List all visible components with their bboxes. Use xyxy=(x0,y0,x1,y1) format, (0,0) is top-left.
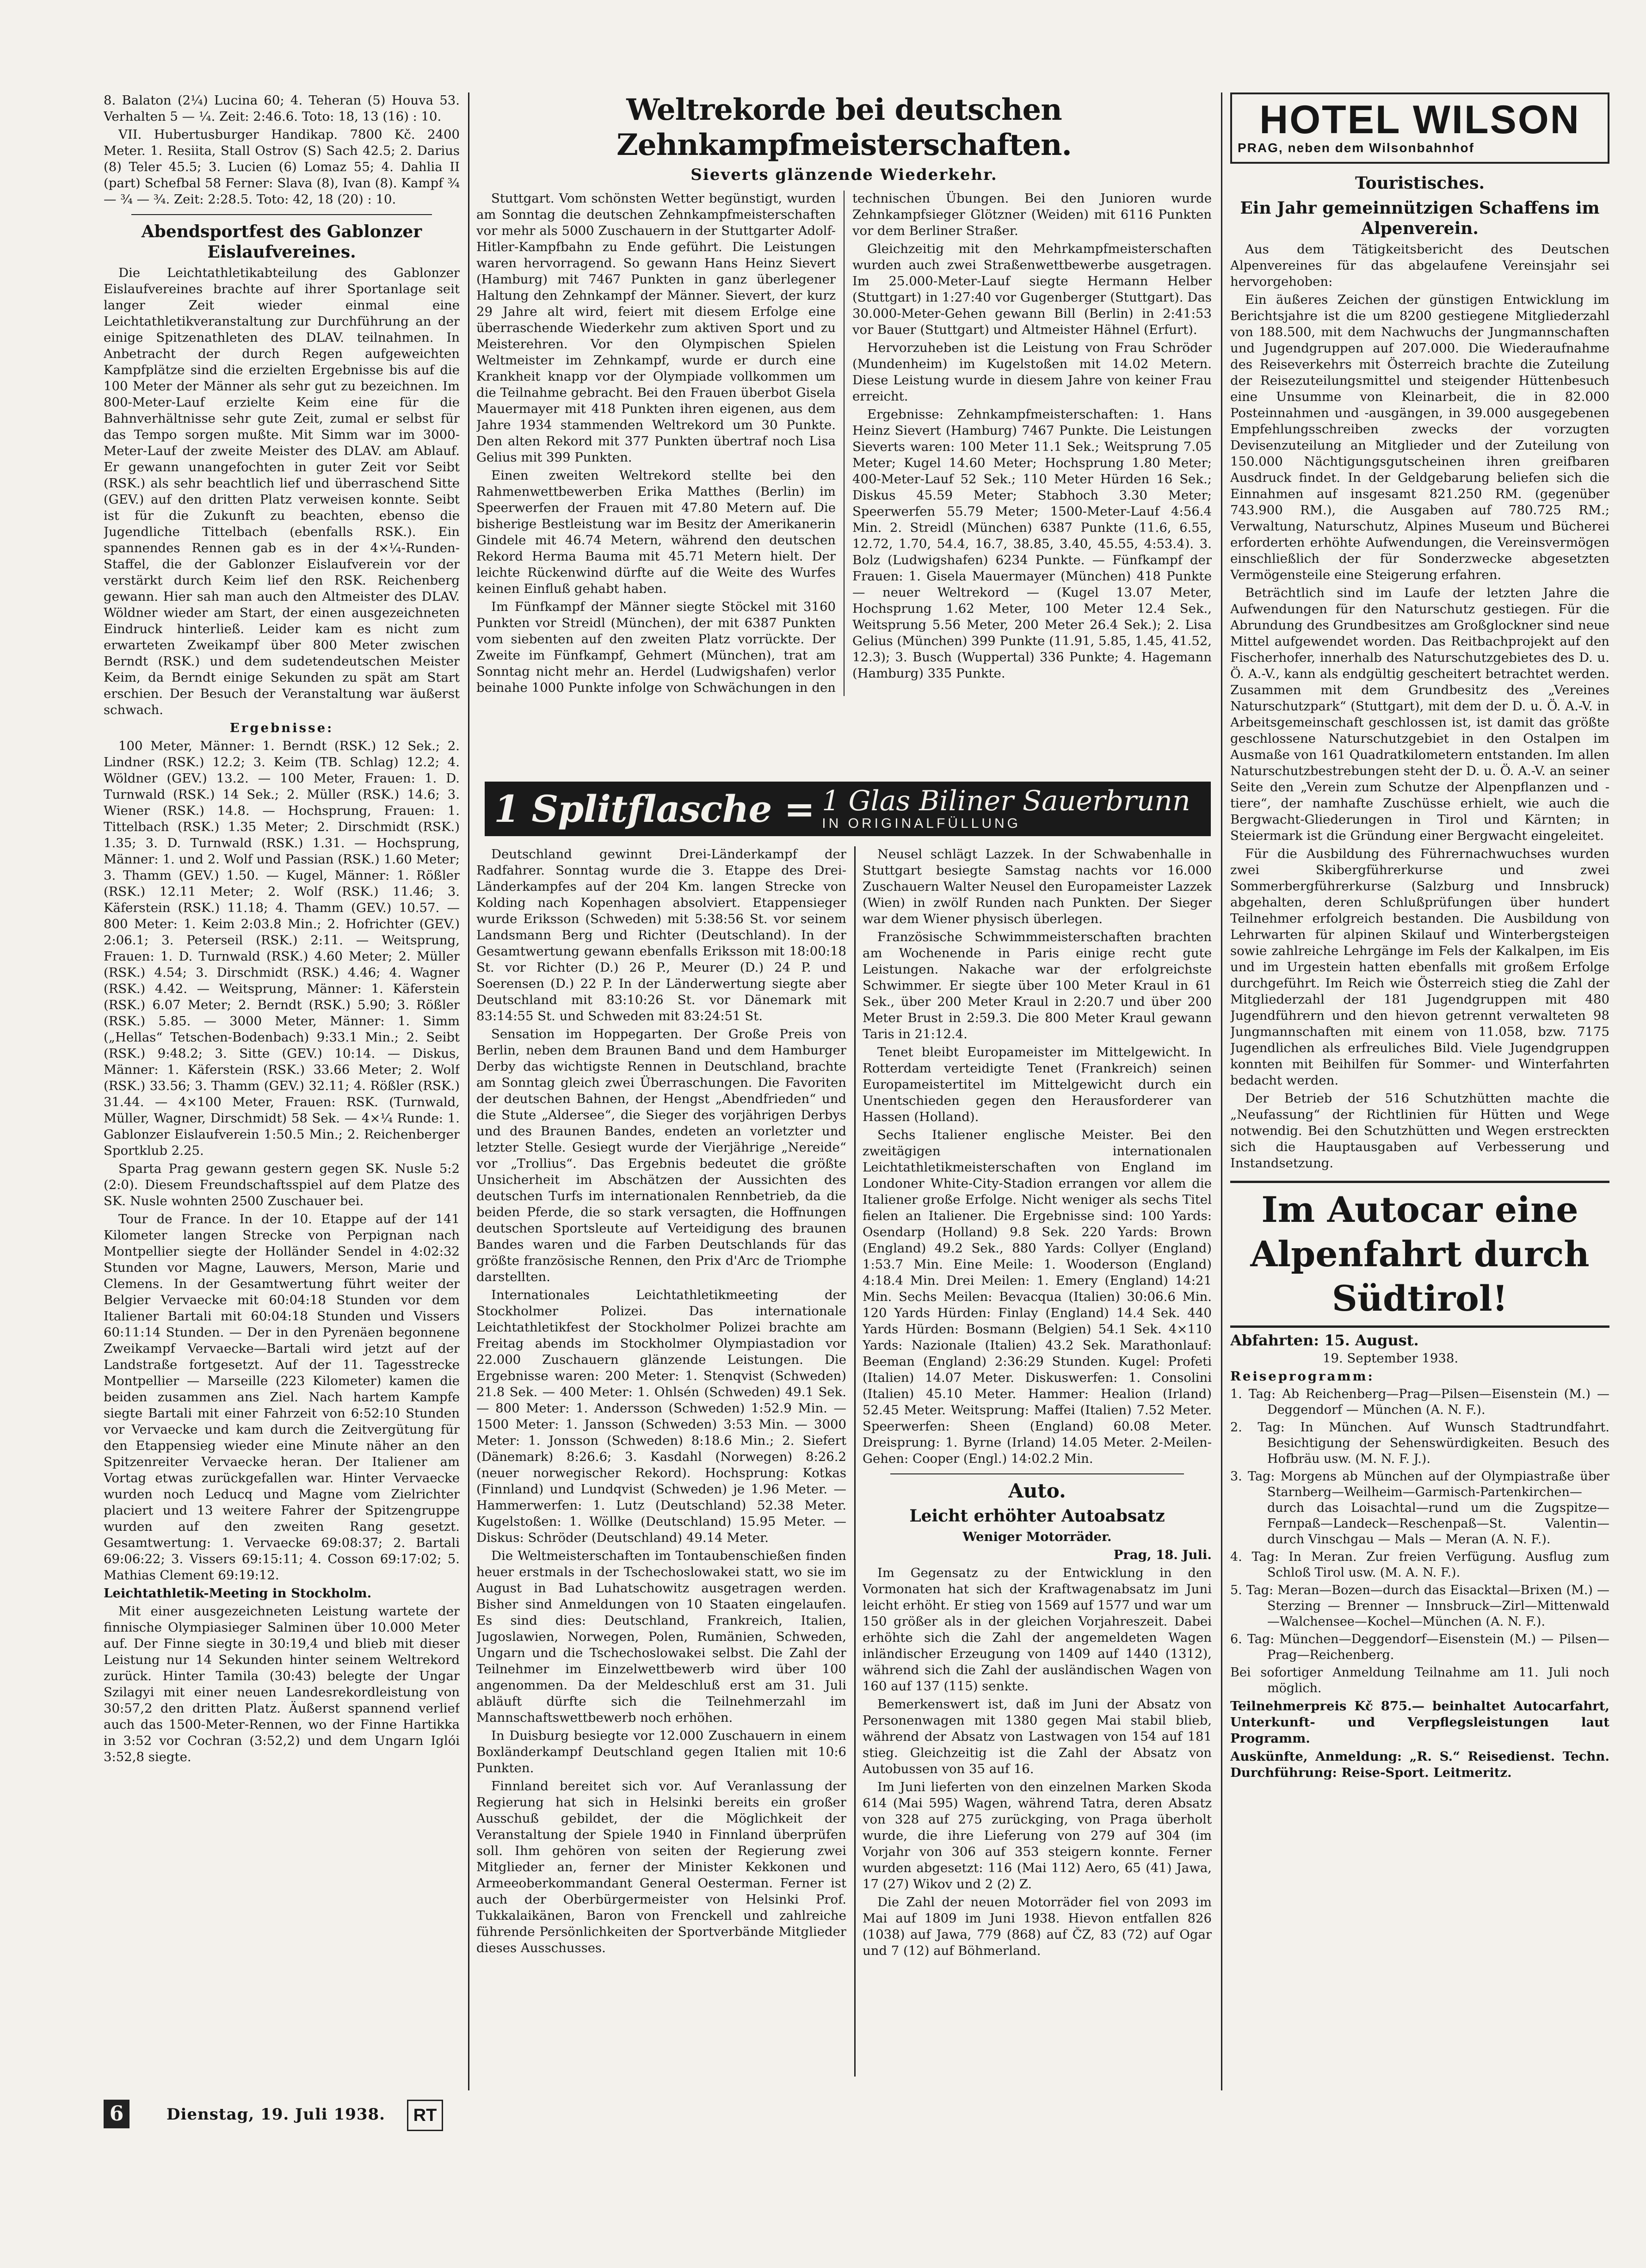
abfahrten-date-2: 19. September 1938. xyxy=(1323,1351,1459,1366)
sportfest-text: Die Leichtathletikabteilung des Gablonzer Eislaufvereines brachte auf ihrer Sportanlage seit langer Zeit wieder einmal eine Leichtathletikveranstaltung zur Durchführung an der einige Spitzenathleten des DLAV. teilnahmen. In Anbetracht der durch Regen aufgeweichten Kampfplätze sind die erzielten Ergebnisse bis auf die 100 Meter der Männer als sehr gut zu bezeichnen. Im 800-Meter-Lauf erzielte Keim eine für die Bahnverhältnisse sehr gute Zeit, zumal er selbst für das Tempo sorgen mußte. Mit Simm war im 3000-Meter-Lauf der zweite Meister des DLAV. am Ablauf. Er gewann unangefochten in guter Zeit vor Seibt (RSK.) als sehr beachtlich lief und überraschend Sitte (GEV.) auf den dritten Platz verweisen konnte. Seibt ist für die Zukunft zu beachten, ebenso die Jugendliche Tittelbach (ebenfalls RSK.). Ein spannendes Rennen gab es in der 4×¼-Runden-Staffel, die der Gablonzer Eislaufverein vor der verstärkt durch Keim lief den RSK. Reichenberg gewann. Hier sah man auch den Altmeister des DLAV. Wöldner wieder am Start, der einen ausgezeichneten Eindruck hinterließ. Leider kam es nicht zum erwarteten Zweikampf über 800 Meter zwischen Berndt (RSK.) und dem sudetendeutschen Meister Keim, da Berndt einige Sekunden zu spät am Start erschien. Der Besuch der Veranstaltung war äußerst schwach. xyxy=(104,265,460,717)
hotel-wilson-ad xyxy=(1230,92,1609,164)
story-paragraph: Einen zweiten Weltrekord stellte bei den Rahmenwettbewerben Erika Matthes (Berlin) im Speerwerfen der Frauen mit 47.80 Metern auf. Die bisherige Bestleistung war im Besitz der Amerikanerin Gindele mit 46.74 Metern, während den deutschen Rekord Herma Bauma mit 45.71 Metern hielt. Der leichte Rückenwind dürfte auf die Weite des Wurfes keinen Einfluß gehabt haben. xyxy=(476,468,836,596)
program-day: 6. Tag: München—Deggendorf—Eisenstein (M.) — Pilsen—Prag—Reichenberg. xyxy=(1230,1632,1609,1662)
abfahrten: Abfahrten: 15. August. xyxy=(1230,1331,1419,1349)
alpenverein-paragraph: Für die Ausbildung des Führernachwuchses wurden zwei Skibergführerkurse und zwei Sommerbergführerkurse (Salzburg und Innsbruck) abgehalten, deren Schlußprüfungen über hundert Teilnehmer erfolgreich bestanden. Die Ausbildung von Lehrwarten für alpinen Skilauf und Winterbergsteigen sowie zahlreiche Lehrgänge im Fels der Kalkalpen, im Eis und im Urgestein hatten ebenfalls mit großem Erfolge durchgeführt. Im Reich wie Österreich stieg die Zahl der Mitgliederzahl der 181 Jugendgruppen mit 480 Jugendführern und den hievon getrennt verwalteten 98 Jungmannschaften mit einem von 11.058, bzw. 7175 Jugendlichen als erfreuliches Bild. Viele Jugendgruppen konnten mit Beihilfen für Sommer- und Winterfahrten bedacht werden. xyxy=(1230,846,1609,1088)
touristik-label: Touristisches. xyxy=(1355,173,1485,193)
main-subhead: Sieverts glänzende Wiederkehr. xyxy=(690,166,998,184)
auto-paragraph: Im Gegensatz zu der Entwicklung in den Vormonaten hat sich der Kraftwagenabsatz im Juni leicht erhöht. Er stieg von 1569 auf 1577 und war um 150 größer als in der gleichen Vorjahreszeit. Dabei erhöhte sich die Zahl der angemeldeten Wagen inländischer Erzeugung von 1409 auf 1440 (1312), während sich die Zahl der ausländischen Wagen von 160 auf 137 (115) senkte. xyxy=(863,1565,1212,1694)
brief: Sechs Italiener englische Meister. Bei den zweitägigen internationalen Leichtathletikmeisterschaften von England im Londoner White-City-Stadion errangen vor allem die Italiener große Erfolge. Nicht weniger als sechs Titel fielen an Italiener. Die Ergebnisse sind: 100 Yards: Osendarp (Holland) 9.8 Sek. 220 Yards: Brown (England) 49.2 Sek., 880 Yards: Collyer (England) 1:53.7 Min. Eine Meile: 1. Wooderson (England) 4:18.4 Min. Drei Meilen: 1. Emery (England) 14:21 Min. Sechs Meilen: Bevacqua (Italien) 30:06.6 Min. 120 Yards Hürden: Finlay (England) 14.4 Sek. 440 Yards Hürden: Bosmann (Belgien) 54.1 Sek. 4×110 Yards: Nazionale (Italien) 43.2 Sek. Marathonlauf: Beeman (England) 2:36:29 Stunden. Kugel: Profeti (Italien) 14.07 Meter. Diskuswerfen: 1. Consolini (Italien) 45.10 Meter. Hammer: Healion (Irland) 52.45 Meter. Weitsprung: Maffei (Italien) 7.52 Meter. Speerwerfen: Sheen (England) 60.08 Meter. Dreisprung: 1. Byrne (Irland) 14.05 Meter. 2-Meilen-Gehen: Cooper (Engl.) 14:02.2 Min. xyxy=(863,1128,1212,1466)
sport-briefs-column xyxy=(476,846,846,2077)
tour-de-france-report: Tour de France. In der 10. Etappe auf der 141 Kilometer langen Strecke von Perpignan nach Montpellier siegte der Holländer Sendel in 4:02:32 Stunden vor Magne, Lauwers, Merson, Marie und Clemens. In der Gesamtwertung führt weiter der Belgier Vervaecke mit 60:04:18 Stunden vor dem Italiener Bartali mit 60:04:18 Stunden und Vissers 60:11:14 Stunden. — Der in den Pyrenäen begonnene Zweikampf Vervaecke—Bartali wird jetzt auf der Landstraße fortgesetzt. Auf der 11. Tagesstrecke Montpellier — Marseille (223 Kilometer) kamen die beiden zusammen ans Ziel. Nach hartem Kampfe siegte Bartali mit einer Fahrzeit von 6:52:10 Stunden vor Vervaecke und kam durch die Zeitvergütung für den Etappensieg wieder eine Minute näher an den Spitzenreiter Vervaecke heran. Der Italiener am Vortag etwas zurückgefallen war. Hinter Vervaecke wurden noch Leducq und Magne vom Zielrichter placiert und 13 weitere Fahrer der Spitzengruppe wurden auf den zweiten Rang gesetzt. Gesamtwertung: 1. Vervaecke 69:08:37; 2. Bartali 69:06:22; 3. Vissers 69:15:11; 4. Cosson 69:17:02; 5. Mathias Clement 69:19:12. xyxy=(104,1212,460,1583)
brief: Internationales Leichtathletikmeeting der Stockholmer Polizei. Das internationale Leichtathletikfest der Stockholmer Polizei brachte am Freitag abends im Stockholmer Olympiastadion vor 22.000 Zuschauern glänzende Leistungen. Die Ergebnisse waren: 200 Meter: 1. Stenqvist (Schweden) 21.8 Sek. — 400 Meter: 1. Ohlsén (Schweden) 49.1 Sek. — 800 Meter: 1. Andersson (Schweden) 1:52.9 Min. — 1500 Meter: 1. Jansson (Schweden) 3:53 Min. — 3000 Meter: 1. Jonsson (Schweden) 8:18.6 Min.; 2. Siefert (Dänemark) 8:26.6; 3. Kasdahl (Norwegen) 8:26.2 (neuer norwegischer Rekord). Hochsprung: Kotkas (Finnland) und Lundqvist (Schweden) je 1.96 Meter. — Hammerwerfen: 1. Lutz (Deutschland) 52.38 Meter. Kugelstoßen: 1. Wöllke (Deutschland) 15.95 Meter. — Diskus: Schröder (Deutschland) 49.14 Meter. xyxy=(476,1288,846,1545)
hotel-name: HOTEL WILSON xyxy=(1259,98,1580,142)
autocar-title: Im Autocar eine Alpenfahrt durch Südtirol! xyxy=(1250,1189,1590,1319)
column-rule xyxy=(854,846,856,2077)
alpenverein-paragraph: Der Betrieb der 516 Schutzhütten machte die „Neufassung“ der Richtlinien für Hütten und Wege notwendig. Bei den Schutzhütten und Wegen erstreckten sich die Hauptausgaben auf Verbesserung und Instandsetzung. xyxy=(1230,1091,1609,1171)
page-footer xyxy=(104,2100,460,2132)
column-rule xyxy=(1221,92,1222,2090)
left-column xyxy=(104,92,460,2095)
hotel-subtitle: PRAG, neben dem Wilsonbahnhof xyxy=(1238,141,1474,155)
brief: Tenet bleibt Europameister im Mittelgewicht. In Rotterdam verteidigte Tenet (Frankreich) seinen Europameistertitel im Mittelgewicht durch ein Unentschieden gegen den Herausforderer van Hassen (Holland). xyxy=(863,1045,1212,1124)
stockholm-report: Mit einer ausgezeichneten Leistung wartete der finnische Olympiasieger Salminen über 10.000 Meter auf. Der Finne siegte in 30:19,4 und blieb mit dieser Leistung nur 14 Sekunden hinter seinem Weltrekord zurück. Hinter Tamila (30:43) belegte der Ungar Szilagyi mit einer neuen Landesrekordleistung von 30:57,2 den dritten Platz. Äußerst spannend verlief auch das 1500-Meter-Rennen, wo der Finne Hartikka in 3:52 vor Cochran (3:52,2) und dem Ungarn Iglói 3:52,8 siegte. xyxy=(104,1604,460,1764)
program-day: 4. Tag: In Meran. Zur freien Verfügung. Ausflug zum Schloß Tirol usw. (M. A. N. F.). xyxy=(1230,1550,1609,1580)
hubertusburg-handicap: VII. Hubertusburger Handikap. 7800 Kč. 2400 Meter. 1. Resiita, Stall Ostrov (S) Sach 42.5; 2. Darius (8) Teler 45.5; 3. Lucien (6) Lomaz 55; 4. Dahlia II (part) Schefbal 58 Ferner: Slava (8), Ivan (8). Kampf ¾ — ¾ — ¾. Zeit: 2:28.5. Toto: 42, 18 (20) : 10. xyxy=(104,127,460,207)
alpenverein-paragraph: Ein äußeres Zeichen der günstigen Entwicklung im Berichtsjahre ist die um 8200 gestiegene Mitgliederzahl von 188.500, mit dem Nachwuchs der Jungmannschaften und Jugendgruppen auf 207.000. Die Wiederaufnahme des Reiseverkehrs mit Österreich brachte die Zuteilung der Reisezuteilungsmittel und steigender Hüttenbesuch eine Unsumme von Kleinarbeit, die in 82.000 Posteinnahmen und -ausgängen, in 39.000 ausgegebenen Empfehlungsschreiben zwecks der vorzugten Devisenzuteilung an Mitglieder und der Zuteilung von 150.000 Nächtigungsgutscheinen ihren greifbaren Ausdruck findet. In der Geldgebarung beliefen sich die Einnahmen auf insgesamt 821.250 RM. (gegenüber 743.900 RM.), die Ausgaben auf 780.725 RM.; Verwaltung, Naturschutz, Alpines Museum und Bücherei erforderten erhöhte Aufwendungen, die Vereinsvermögen einschließlich der für Sonderzwecke abgesetzten Vermögensteile eine Steigerung erfahren. xyxy=(1230,292,1609,582)
story-paragraph: Stuttgart. Vom schönsten Wetter begünstigt, wurden am Sonntag die deutschen Zehnkampfmeisterschaften vor mehr als 5000 Zuschauern in der Stuttgarter Adolf-Hitler-Kampfbahn zu Ende geführt. Die Leistungen waren hervorragend. So gewann Hans Heinz Sievert (Hamburg) mit 7467 Punkten in ganz überlegener Haltung den Zehnkampf der Männer. Sievert, der kurz 29 Jahre alt wird, feiert mit diesem Erfolge eine überraschende Wiederkehr zum aktiven Sport und zu Meisterehren. Vor den Olympischen Spielen Weltmeister im Zehnkampf, wurde er durch eine Krankheit knapp vor der Olympiade vollkommen um die Teilnahme gebracht. Bei den Frauen überbot Gisela Mauermayer mit 418 Punkten ihren eigenen, aus dem Jahre 1934 stammenden Weltrekord um 30 Punkte. Den alten Rekord mit 377 Punkten übertraf noch Lisa Gelius mit 399 Punkten. xyxy=(476,191,836,465)
brief: Die Weltmeisterschaften im Tontaubenschießen finden heuer erstmals in der Tschechoslowakei statt, wo sie im August in Bad Luhatschowitz ausgetragen werden. Bisher sind Anmeldungen von 10 Staaten eingelaufen. Es sind dies: Deutschland, Frankreich, Italien, Jugoslawien, Norwegen, Polen, Rumänien, Schweden, Ungarn und die Tschechoslowakei selbst. Die Zahl der Teilnehmer im Einzelwettbewerb wird über 100 angenommen. Da der Meldeschluß erst am 31. Juli abläuft dürfte sich die Teilnehmerzahl im Mannschaftswettbewerb noch erhöhen. xyxy=(476,1548,846,1725)
program-day: 5. Tag: Meran—Bozen—durch das Eisacktal—Brixen (M.) — Sterzing — Brenner — Innsbruck—Zirl—Mittenwald—Walchensee—Kochel—München (A. N. F.). xyxy=(1230,1583,1609,1629)
biliner-ad-banner xyxy=(485,782,1211,836)
autocar-ad xyxy=(1230,1181,1609,1328)
teilnehmerpreis: Teilnehmerpreis Kč 875.— beinhaltet Autocarfahrt, Unterkunft- und Verpflegsleistungen laut Programm. xyxy=(1230,1699,1609,1746)
sparta-report: Sparta Prag gewann gestern gegen SK. Nusle 5:2 (2:0). Diesem Freundschaftsspiel auf dem Platze des SK. Nusle wohnten 2500 Zuschauer bei. xyxy=(104,1161,460,1208)
ergebnisse-label: Ergebnisse: xyxy=(229,721,334,735)
auto-title: Leicht erhöhter Autoabsatz xyxy=(909,1506,1165,1526)
alpenverein-paragraph: Beträchtlich sind im Laufe der letzten Jahre die Aufwendungen für den Naturschutz gestiegen. Für die Abrundung des Grundbesitzes am Großglockner sind neue Mittel aufgewendet worden. Das Reitbachprojekt auf den Fischerhofer, innerhalb des Naturschutzgebietes des D. u. Ö. A.-V., kann als endgültig gescheitert betrachtet werden. Zusammen mit dem Grundbesitz des „Vereines Naturschutzpark“ (Stuttgart), mit dem der D. u. Ö. A.-V. in Arbeitsgemeinschaft geschlossen ist, ist damit das größte geschlossene Naturschutzgebiet in den Ostalpen im Ausmaße von 161 Quadratkilometern entstanden. Im allen Naturschutzbestrebungen steht der D. u. Ö. A.-V. an seiner Seite den „Verein zum Schutze der Alpenpflanzen und -tiere“, der namhafte Zuschüsse erhielt, wie auch die Bergwacht-Gliederungen in Tirol und Kärnten; in Steiermark ist die Gründung einer Bergwacht eingeleitet. xyxy=(1230,585,1609,843)
race-results: 8. Balaton (2¼) Lucina 60; 4. Teheran (5) Houva 53. Verhalten 5 — ¼. Zeit: 2:46.6. Toto: 18, 13 (16) : 10. xyxy=(104,93,460,124)
stockholm-title: Leichtathletik-Meeting in Stockholm. xyxy=(104,1586,372,1601)
story-paragraph: Ergebnisse: Zehnkampfmeisterschaften: 1. Hans Heinz Sievert (Hamburg) 7467 Punkte. Die Leistungen Sieverts waren: 100 Meter 11.1 Sek.; Weitsprung 7.05 Meter; Kugel 14.60 Meter; Hochsprung 1.80 Meter; 400-Meter-Lauf 52 Sek.; 110 Meter Hürden 16 Sek.; Diskus 45.59 Meter; Stabhoch 3.30 Meter; Speerwerfen 55.79 Meter; 1500-Meter-Lauf 4:56.4 Min. 2. Streidl (München) 6387 Punkte (11.6, 6.55, 12.72, 1.70, 54.4, 16.7, 38.85, 3.40, 45.55, 4:53.4). 3. Bolz (Ludwigshafen) 6234 Punkte. — Fünfkampf der Frauen: 1. Gisela Mauermayer (München) 418 Punkte — neuer Weltrekord — (Kugel 13.07 Meter, Hochsprung 1.62 Meter, 100 Meter 12.4 Sek., Weitsprung 5.56 Meter, 200 Meter 26.4 Sek.); 2. Lisa Gelius (München) 399 Punkte (11.91, 5.85, 1.45, 41.52, 12.3); 3. Busch (Wuppertal) 336 Punkte; 4. Hagemann (Hamburg) 335 Punkte. xyxy=(852,407,1212,681)
main-headline: Weltrekorde bei deutschen Zehnkampfmeisterschaften. xyxy=(616,92,1072,162)
auto-subtitle: Weniger Motorräder. xyxy=(962,1529,1112,1544)
brief: Finnland bereitet sich vor. Auf Veranlassung der Regierung hat sich in Helsinki bereits ein großer Ausschuß gebildet, der die Möglichkeit der Veranstaltung der Spiele 1940 in Finnland überprüfen soll. Ihm gehören von seiten der Regierung zwei Mitglieder an, ferner der Minister Kekkonen und Armeeoberkommandant General Oesterman. Ferner ist auch der Oberbürgermeister von Helsinki Prof. Tukkalaikänen, Baron von Frenckell und zahlreiche führende Persönlichkeiten der Sportverbände Mitglieder dieses Ausschusses. xyxy=(476,1779,846,1955)
column-rule xyxy=(468,92,469,2090)
program-day: 1. Tag: Ab Reichenberg—Prag—Pilsen—Eisenstein (M.) — Deggendorf — München (A. N. F.). xyxy=(1230,1387,1609,1417)
auto-paragraph: Die Zahl der neuen Motorräder fiel von 2093 im Mai auf 1809 im Juni 1938. Hievon entfallen 826 (1038) auf Jawa, 779 (868) auf ČZ, 83 (72) auf Ogar und 7 (12) auf Böhmerland. xyxy=(863,1895,1212,1958)
brief: Sensation im Hoppegarten. Der Große Preis von Berlin, neben dem Braunen Band und dem Hamburger Derby das wichtigste Rennen in Deutschland, brachte am Sonntag gleich zwei Überraschungen. Die Favoriten der deutschen Bahnen, der Hengst „Abendfrieden“ und die Stute „Aldersee“, die Sieger des vorjährigen Derbys und des Braunen Bandes, endeten an vorletzter und letzter Stelle. Gesiegt wurde der Vierjährige „Nereide“ vor „Trollius“. Das Ergebnis bedeutet die größte Unsicherheit im Abschätzen der Aussichten des deutschen Turfs im internationalen Rennbetrieb, da die beiden Pferde, die so stark versagten, die Hoffnungen deutschen Sportsleute auf Verteidigung des braunen Bandes waren und die Farben Deutschlands für das größte französische Rennen, den Prix d'Arc de Triomphe darstellten. xyxy=(476,1027,846,1284)
auto-dateline: Prag, 18. Juli. xyxy=(1113,1547,1212,1562)
sportfest-title: Abendsportfest des Gablonzer Eislaufvereines. xyxy=(141,222,422,262)
reiseprogramm-label: Reiseprogramm: xyxy=(1230,1369,1375,1384)
page-number: 6 xyxy=(104,2100,129,2128)
ad-line-1: 1 Glas Biliner Sauerbrunn xyxy=(822,785,1190,817)
ad-right xyxy=(822,786,1190,832)
story-paragraph: Im Fünfkampf der Männer siegte Stöckel mit 3160 Punkten vor Streidl (München), der mit 6387 Punkten vom siebenten auf den zweiten Platz vorrückte. Der Zweite im Fünfkampf, Gehmert (München), trat am Sonntag nicht mehr an. Herdel (Ludwigshafen) verlor beinahe 1000 Punkte infolge von Schwächungen in den technischen Übungen. Bei den Junioren wurde Zehnkampfsieger Glötzner (Weiden) mit 6116 Punkten vor dem Berliner Straßer. xyxy=(476,191,1212,695)
auto-section-label: Auto. xyxy=(1008,1479,1066,1502)
newspaper-logo: RT xyxy=(407,2100,443,2131)
divider xyxy=(890,1473,1184,1474)
main-story xyxy=(476,92,1212,763)
divider xyxy=(131,214,432,215)
brief: Deutschland gewinnt Drei-Länderkampf der Radfahrer. Sonntag wurde die 3. Etappe des Drei-Länderkampfes auf der 204 Km. langen Strecke von Kolding nach Kopenhagen absolviert. Etappensieger wurde Eriksson (Schweden) mit 5:38:56 St. vor seinem Landsmann Berg und Richter (Deutschland). In der Gesamtwertung gewann ebenfalls Eriksson mit 18:00:18 St. vor Richter (D.) 26 P., Meurer (D.) 24 P. und Soerensen (D.) 22 P. In der Länderwertung siegte aber Deutschland mit 83:10:26 St. vor Dänemark mit 83:14:55 St. und Schweden mit 83:24:51 St. xyxy=(476,847,846,1023)
ad-headline: 1 Splitflasche = xyxy=(494,787,815,831)
brief: Französische Schwimmmeisterschaften brachten am Wochenende in Paris einige recht gute Leistungen. Nakache war der erfolgreichste Schwimmer. Er siegte über 100 Meter Kraul in 61 Sek., über 200 Meter Kraul in 2:20.7 und über 200 Meter Brust in 2:59.3. Die 800 Meter Kraul gewann Taris in 21:12.4. xyxy=(863,930,1212,1042)
program-note: Bei sofortiger Anmeldung Teilnahme am 11. Juli noch möglich. xyxy=(1230,1665,1609,1695)
alpenverein-title: Ein Jahr gemeinnützigen Schaffens im Alpenverein. xyxy=(1240,198,1600,238)
story-paragraph: Gleichzeitig mit den Mehrkampfmeisterschaften wurden auch zwei Straßenwettbewerbe ausgetragen. Im 25.000-Meter-Lauf siegte Hermann Helber (Stuttgart) in 1:27:40 vor Gugenberger (Stuttgart). Das 30.000-Meter-Gehen gewann Bill (Berlin) in 2:41:53 vor Bauer (Stuttgart) und Altmeister Hähnel (Erfurt). xyxy=(852,241,1212,337)
ad-line-2: IN ORIGINALFÜLLUNG xyxy=(822,816,1021,831)
alpenverein-paragraph: Aus dem Tätigkeitsbericht des Deutschen Alpenvereines für das abgelaufene Vereinsjahr sei hervorgehoben: xyxy=(1230,242,1609,289)
issue-date: Dienstag, 19. Juli 1938. xyxy=(166,2105,386,2124)
program-day: 3. Tag: Morgens ab München auf der Olympiastraße über Starnberg—Weilheim—Garmisch-Partenkirchen—durch das Loisachtal—rund um die Zugspitze—Fernpaß—Landeck—Reschenpaß—St. Valentin—durch Vinschgau — Mals — Meran (A. N. F.). xyxy=(1230,1469,1609,1547)
right-column xyxy=(1230,92,1609,2081)
sport-and-auto-column xyxy=(863,846,1212,2077)
brief: Neusel schlägt Lazzek. In der Schwabenhalle in Stuttgart besiegte Samstag nachts vor 16.000 Zuschauern Walter Neusel den Europameister Lazzek (Wien) in zwölf Runden nach Punkten. Der Sieger war dem Wiener physisch überlegen. xyxy=(863,847,1212,926)
ergebnisse-text: 100 Meter, Männer: 1. Berndt (RSK.) 12 Sek.; 2. Lindner (RSK.) 12.2; 3. Keim (TB. Schlag) 12.2; 4. Wöldner (GEV.) 13.2. — 100 Meter, Frauen: 1. D. Turnwald (RSK.) 14 Sek.; 2. Müller (RSK.) 14.6; 3. Wiener (RSK.) 14.8. — Hochsprung, Frauen: 1. Tittelbach (RSK.) 1.35 Meter; 2. Dirschmidt (RSK.) 1.35; 3. D. Turnwald (RSK.) 1.31. — Hochsprung, Männer: 1. und 2. Wolf und Passian (RSK.) 1.60 Meter; 3. Thamm (GEV.) 1.50. — Kugel, Männer: 1. Rößler (RSK.) 12.11 Meter; 2. Wolf (RSK.) 11.46; 3. Käferstein (RSK.) 11.18; 4. Thamm (GEV.) 10.57. — 800 Meter: 1. Keim 2:03.8 Min.; 2. Hofrichter (GEV.) 2:06.1; 3. Peterseil (RSK.) 2:11. — Weitsprung, Frauen: 1. D. Turnwald (RSK.) 4.60 Meter; 2. Müller (RSK.) 4.54; 3. Dirschmidt (RSK.) 4.46; 4. Wagner (RSK.) 4.42. — Weitsprung, Männer: 1. Käferstein (RSK.) 6.07 Meter; 2. Berndt (RSK.) 5.90; 3. Rößler (RSK.) 5.85. — 3000 Meter, Männer: 1. Simm („Hellas“ Tetschen-Bodenbach) 9:33.1 Min.; 2. Seibt (RSK.) 9:48.2; 3. Sitte (GEV.) 10:14. — Diskus, Männer: 1. Käferstein (RSK.) 33.66 Meter; 2. Wolf (RSK.) 33.56; 3. Thamm (GEV.) 32.11; 4. Rößler (RSK.) 31.44. — 4×100 Meter, Frauen: RSK. (Turnwald, Müller, Wagner, Dirschmidt) 58 Sek. — 4×¼ Runde: 1. Gablonzer Eislaufverein 1:50.5 Min.; 2. Reichenberger Sportklub 2.25. xyxy=(104,739,460,1158)
brief: In Duisburg besiegte vor 12.000 Zuschauern in einem Boxländerkampf Deutschland gegen Italien mit 10:6 Punkten. xyxy=(476,1728,846,1775)
auto-paragraph: Bemerkenswert ist, daß im Juni der Absatz von Personenwagen mit 1380 gegen Mai stabil blieb, während der Absatz von Lastwagen von 154 auf 181 stieg. Gleichzeitig ist die Zahl der Absatz von Autobussen von 35 auf 16. xyxy=(863,1697,1212,1776)
story-paragraph: Hervorzuheben ist die Leistung von Frau Schröder (Mundenheim) im Kugelstoßen mit 14.02 Metern. Diese Leistung wurde in diesem Jahre von keiner Frau erreicht. xyxy=(852,340,1212,404)
main-story-body xyxy=(476,191,1212,696)
program-day: 2. Tag: In München. Auf Wunsch Stadtrundfahrt. Besichtigung der Sehenswürdigkeiten. Besuch des Hofbräu usw. (M. N. F. J.). xyxy=(1230,1420,1609,1466)
auskunft: Auskünfte, Anmeldung: „R. S.“ Reisedienst. Techn. Durchführung: Reise-Sport. Leitmeritz. xyxy=(1230,1749,1609,1780)
auto-paragraph: Im Juni lieferten von den einzelnen Marken Skoda 614 (Mai 595) Wagen, während Tatra, deren Absatz von 328 auf 275 zurückging, von Praga überholt wurde, die ihre Lieferung von 279 auf 304 (im Vorjahr von 306 auf 353 steigern konnte. Ferner wurden abgesetzt: 116 (Mai 112) Aero, 65 (41) Jawa, 17 (27) Wikov und 2 (2) Z. xyxy=(863,1780,1212,1892)
